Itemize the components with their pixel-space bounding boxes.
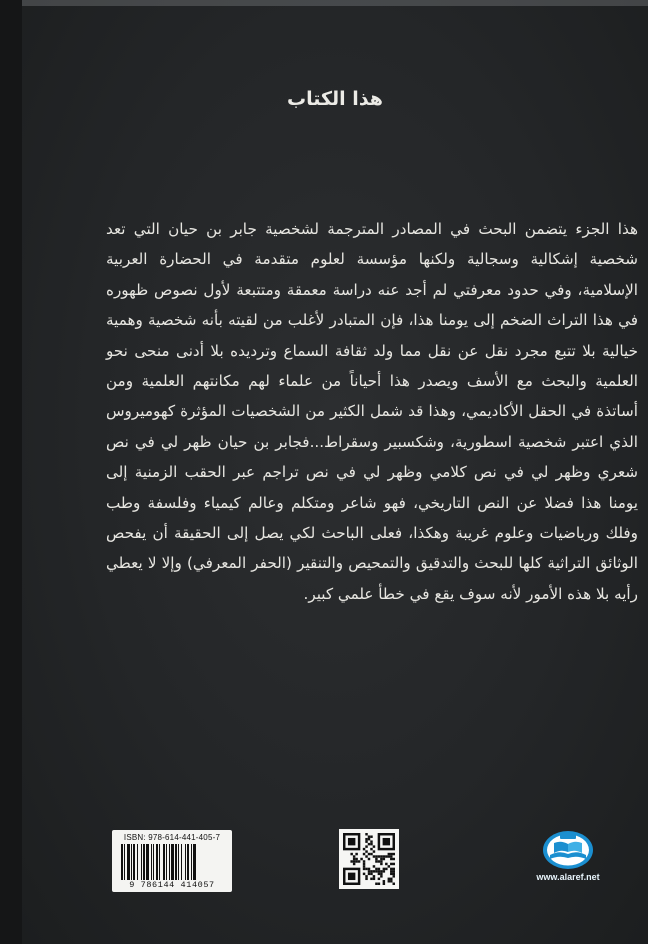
cover-top-edge xyxy=(22,0,648,6)
qr-module xyxy=(365,833,367,835)
qr-module xyxy=(393,858,395,860)
barcode-bar xyxy=(191,844,192,880)
barcode-bars xyxy=(121,844,223,880)
qr-module xyxy=(388,865,390,867)
qr-module xyxy=(380,873,382,875)
qr-module xyxy=(368,843,370,845)
qr-module xyxy=(383,880,385,882)
qr-module xyxy=(390,863,392,865)
qr-module xyxy=(370,878,372,880)
qr-module xyxy=(368,858,370,860)
barcode-bar xyxy=(166,844,167,880)
qr-module xyxy=(368,853,370,855)
qr-module xyxy=(370,835,372,837)
barcode-bar xyxy=(151,844,152,880)
qr-module xyxy=(373,870,375,872)
qr-module xyxy=(365,845,367,847)
qr-module xyxy=(363,848,365,850)
qr-module xyxy=(390,868,392,870)
qr-module xyxy=(373,855,375,857)
qr-module xyxy=(383,870,385,872)
qr-module xyxy=(368,870,370,872)
qr-module xyxy=(353,860,355,862)
qr-module xyxy=(390,878,392,880)
qr-module xyxy=(370,848,372,850)
qr-module xyxy=(375,870,377,872)
barcode-bar xyxy=(171,844,174,880)
barcode-bar xyxy=(178,844,179,880)
barcode-bar xyxy=(185,844,186,880)
barcode-bar xyxy=(169,844,170,880)
qr-module xyxy=(385,855,387,857)
qr-module xyxy=(368,835,370,837)
qr-module xyxy=(388,878,390,880)
qr-module xyxy=(365,840,367,842)
qr-module xyxy=(380,863,382,865)
barcode-bar xyxy=(143,844,145,880)
qr-module xyxy=(393,868,395,870)
qr-module xyxy=(383,883,385,885)
barcode-number: 9 786144 414057 xyxy=(129,880,215,890)
barcode-bar xyxy=(193,844,196,880)
qr-module xyxy=(363,873,365,875)
qr-module xyxy=(375,883,377,885)
qr-module xyxy=(393,883,395,885)
qr-module xyxy=(378,855,380,857)
qr-module xyxy=(383,838,390,845)
publisher-logo xyxy=(532,828,604,886)
barcode-bar xyxy=(156,844,158,880)
qr-module xyxy=(360,858,362,860)
qr-code[interactable] xyxy=(339,829,399,889)
qr-module xyxy=(390,870,392,872)
book-logo-icon xyxy=(542,828,594,870)
barcode-bar xyxy=(181,844,182,880)
qr-module xyxy=(353,858,355,860)
barcode-bar xyxy=(133,844,135,880)
qr-module xyxy=(363,853,365,855)
barcode-bar xyxy=(137,844,138,880)
qr-module xyxy=(370,873,372,875)
qr-module xyxy=(393,875,395,877)
qr-module xyxy=(368,868,370,870)
barcode-bar xyxy=(163,844,165,880)
qr-module xyxy=(355,858,357,860)
barcode-bar xyxy=(187,844,189,880)
barcode-bar xyxy=(146,844,149,880)
qr-module xyxy=(358,860,360,862)
qr-module xyxy=(373,845,375,847)
barcode-bar xyxy=(124,844,125,880)
qr-module xyxy=(350,860,352,862)
isbn-label: ISBN: 978-614-441-405-7 xyxy=(123,833,221,842)
qr-module xyxy=(380,860,382,862)
qr-code-pattern xyxy=(343,833,395,885)
qr-module xyxy=(348,838,355,845)
qr-module xyxy=(390,855,392,857)
qr-module xyxy=(383,855,385,857)
qr-module xyxy=(363,865,365,867)
qr-module xyxy=(375,858,377,860)
qr-module xyxy=(380,875,382,877)
qr-module xyxy=(385,868,387,870)
qr-module xyxy=(380,855,382,857)
barcode-bar xyxy=(159,844,160,880)
qr-module xyxy=(383,868,385,870)
qr-module xyxy=(365,838,367,840)
qr-module xyxy=(390,880,392,882)
qr-module xyxy=(383,858,385,860)
qr-module xyxy=(370,840,372,842)
qr-module xyxy=(348,873,355,880)
qr-module xyxy=(390,853,392,855)
qr-module xyxy=(353,855,355,857)
qr-module xyxy=(370,870,372,872)
qr-module xyxy=(378,870,380,872)
qr-module xyxy=(355,853,357,855)
qr-module xyxy=(370,843,372,845)
qr-module xyxy=(355,860,357,862)
qr-module xyxy=(363,860,365,862)
cover-heading: هذا الكتاب xyxy=(287,88,383,110)
qr-module xyxy=(380,870,382,872)
barcode-bar xyxy=(131,844,132,880)
barcode-bar xyxy=(121,844,123,880)
qr-module xyxy=(393,863,395,865)
isbn-barcode xyxy=(112,830,232,892)
qr-module xyxy=(365,850,367,852)
qr-module xyxy=(373,865,375,867)
qr-module xyxy=(353,863,355,865)
publisher-website[interactable]: www.alaref.net xyxy=(536,872,600,882)
qr-module xyxy=(365,855,367,857)
qr-module xyxy=(368,873,370,875)
qr-module xyxy=(363,863,365,865)
qr-module xyxy=(380,858,382,860)
qr-module xyxy=(365,878,367,880)
qr-module xyxy=(388,880,390,882)
qr-module xyxy=(375,868,377,870)
qr-module xyxy=(388,853,390,855)
qr-module xyxy=(368,838,370,840)
qr-module xyxy=(393,873,395,875)
qr-module xyxy=(350,853,352,855)
qr-module xyxy=(365,875,367,877)
qr-module xyxy=(373,850,375,852)
qr-module xyxy=(378,883,380,885)
qr-module xyxy=(378,860,380,862)
qr-module xyxy=(375,860,377,862)
qr-module xyxy=(365,868,367,870)
barcode-bar xyxy=(127,844,130,880)
qr-module xyxy=(393,870,395,872)
qr-module xyxy=(390,858,392,860)
qr-module xyxy=(363,868,365,870)
qr-module xyxy=(378,868,380,870)
qr-module xyxy=(373,875,375,877)
qr-module xyxy=(393,853,395,855)
qr-module xyxy=(370,853,372,855)
blurb-text xyxy=(106,214,638,609)
blurb-paragraph: هذا الجزء يتضمن البحث في المصادر المترجمة لشخصية جابر بن حيان التي تعد شخصية إشكالية وسجالية ولكنها مؤسسة لعلوم متقدمة في الحضارة العربية الإسلامية، وفي حدود معرفتي لم أجد عنه دراسة معمقة ومتتبعة لأول نصوص ظهوره في هذا التراث الضخم إلى يومنا هذا، فإن المتبادر لأغلب من لقيته بأنه شخصية وهمية خيالية بلا تتبع مجرد نقل عن نقل مما ولد ثقافة السماع وترديده بلا أدنى منحى نحو العلمية والبحث مع الأسف ويصدر هذا أحياناً من علماء لهم مكانتهم العلمية ومن أساتذة في الحقل الأكاديمي، وهذا قد شمل الكثير من الشخصيات المؤثرة كهوميروس الذي اعتبر شخصية اسطورية، وشكسبير وسقراط...فجابر بن حيان ظهر لي في نص شعري وظهر لي في نص كلامي وظهر لي في نص تراجم عبر الحقب الزمنية إلى يومنا هذا فضلا عن النص التاريخي، فهو شاعر ومتكلم وعالم كيمياء وفلسفة وطب وفلك ورياضيات وعلوم غريبة وهكذا، فعلى الباحث لكي يصل إلى الحقيقة أن يفحص الوثائق التراثية كلها للبحث والتدقيق والتمحيص والتنقير (الحفر المعرفي) وإلا لا يعطي رأيه بلا هذه الأمور لأنه سوف يقع في خطأ علمي كبير. xyxy=(106,220,638,603)
qr-module xyxy=(375,855,377,857)
barcode-bar xyxy=(175,844,177,880)
qr-module xyxy=(373,878,375,880)
qr-module xyxy=(385,863,387,865)
barcode-bar xyxy=(153,844,154,880)
barcode-bar xyxy=(141,844,142,880)
qr-module xyxy=(378,873,380,875)
qr-module xyxy=(378,878,380,880)
qr-module xyxy=(388,855,390,857)
qr-module xyxy=(390,873,392,875)
